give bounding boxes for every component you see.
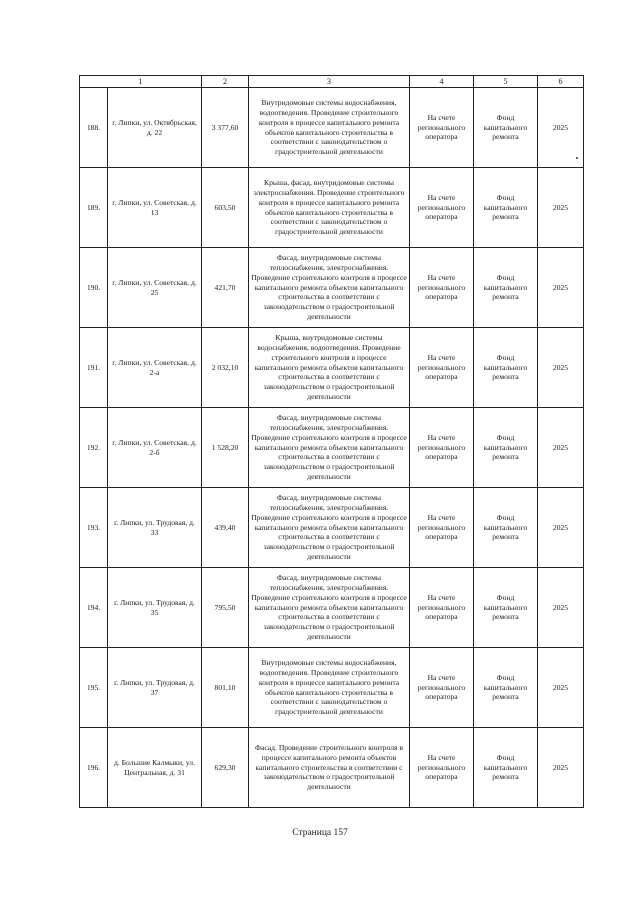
area-cell: 439,40 (202, 488, 249, 568)
funding-source-cell: Фонд капитального ремонта (474, 248, 538, 328)
table-row (80, 408, 584, 488)
area-cell: 795,50 (202, 568, 249, 648)
area-cell: 3 377,60 (202, 88, 249, 168)
funding-source-cell: Фонд капитального ремонта (474, 408, 538, 488)
year-cell: 2025 (538, 488, 584, 568)
fund-account-cell: На счете регионального оператора (410, 488, 474, 568)
address-cell: г. Липки, ул. Советская, д. 2-б (108, 408, 202, 488)
works-description-cell: Внутридомовые системы водоснабжения, водоотведения. Проведение строительного контроля в процессе капитального ремонта объектов капитального строительства в соответствии с законодательством о градостроительной деятельности (249, 88, 410, 168)
fund-account-cell: На счете регионального оператора (410, 168, 474, 248)
fund-account-cell: На счете регионального оператора (410, 408, 474, 488)
column-header-1: 1 (80, 76, 202, 88)
funding-source-cell: Фонд капитального ремонта (474, 168, 538, 248)
works-description-cell: Фасад. Проведение строительного контроля в процессе капитального ремонта объектов капитального строительства в соответствии с законодательством о градостроительной деятельности (249, 728, 410, 808)
funding-source-cell: Фонд капитального ремонта (474, 568, 538, 648)
column-header-6: 6 (538, 76, 584, 88)
area-cell: 2 032,10 (202, 328, 249, 408)
funding-source-cell: Фонд капитального ремонта (474, 88, 538, 168)
year-cell: 2025 (538, 328, 584, 408)
works-description-cell: Крыша, фасад, внутридомовые системы электроснабжения. Проведение строительного контроля в процессе капитального ремонта объектов капитального строительства в соответствии с законодательством о градостроительной деятельности (249, 168, 410, 248)
year-cell: 2025 (538, 248, 584, 328)
table-row (80, 248, 584, 328)
works-description-cell: Крыша, внутридомовые системы водоснабжения, водоотведения. Проведение строительного контроля в процессе капитального ремонта объектов капитального строительства в соответствии с законодательством о градостроительной деятельности (249, 328, 410, 408)
year-cell: 2025 (538, 88, 584, 168)
column-header-2: 2 (202, 76, 249, 88)
scan-speck (576, 157, 578, 159)
table-row (80, 88, 584, 168)
address-cell: г. Липки, ул. Советская, д. 13 (108, 168, 202, 248)
table-row (80, 168, 584, 248)
address-cell: г. Липки, ул. Трудовая, д. 33 (108, 488, 202, 568)
column-header-3: 3 (249, 76, 410, 88)
fund-account-cell: На счете регионального оператора (410, 328, 474, 408)
area-cell: 801,10 (202, 648, 249, 728)
row-number-cell: 191. (80, 328, 108, 408)
table-row (80, 648, 584, 728)
area-cell: 603,50 (202, 168, 249, 248)
row-number-cell: 195. (80, 648, 108, 728)
fund-account-cell: На счете регионального оператора (410, 568, 474, 648)
address-cell: г. Липки, ул. Трудовая, д. 37 (108, 648, 202, 728)
area-cell: 629,30 (202, 728, 249, 808)
year-cell: 2025 (538, 648, 584, 728)
table-row (80, 328, 584, 408)
table-row (80, 728, 584, 808)
year-cell: 2025 (538, 408, 584, 488)
page-number: Страница 157 (292, 828, 348, 838)
funding-source-cell: Фонд капитального ремонта (474, 488, 538, 568)
column-header-4: 4 (410, 76, 474, 88)
funding-source-cell: Фонд капитального ремонта (474, 648, 538, 728)
fund-account-cell: На счете регионального оператора (410, 248, 474, 328)
address-cell: д. Большие Калмыки, ул. Центральная, д. 31 (108, 728, 202, 808)
row-number-cell: 189. (80, 168, 108, 248)
funding-source-cell: Фонд капитального ремонта (474, 328, 538, 408)
row-number-cell: 196. (80, 728, 108, 808)
address-cell: г. Липки, ул. Октябрьская, д. 22 (108, 88, 202, 168)
row-number-cell: 190. (80, 248, 108, 328)
works-description-cell: Фасад, внутридомовые системы теплоснабжения, электроснабжения. Проведение строительного контроля в процессе капитального ремонта объектов капитального строительства в соответствии с законодательством о градостроительной деятельности (249, 568, 410, 648)
address-cell: г. Липки, ул. Трудовая, д. 35 (108, 568, 202, 648)
address-cell: г. Липки, ул. Советская, д. 25 (108, 248, 202, 328)
table-body (80, 88, 584, 808)
column-header-5: 5 (474, 76, 538, 88)
fund-account-cell: На счете регионального оператора (410, 648, 474, 728)
year-cell: 2025 (538, 728, 584, 808)
funding-source-cell: Фонд капитального ремонта (474, 728, 538, 808)
works-description-cell: Фасад, внутридомовые системы теплоснабжения, электроснабжения. Проведение строительного контроля в процессе капитального ремонта объектов капитального строительства в соответствии с законодательством о градостроительной деятельности (249, 488, 410, 568)
table-header-row (80, 76, 584, 88)
area-cell: 421,70 (202, 248, 249, 328)
row-number-cell: 193. (80, 488, 108, 568)
table-row (80, 568, 584, 648)
address-cell: г. Липки, ул. Советская, д. 2-а (108, 328, 202, 408)
year-cell: 2025 (538, 168, 584, 248)
row-number-cell: 194. (80, 568, 108, 648)
repair-program-table (79, 75, 584, 808)
table-row (80, 488, 584, 568)
works-description-cell: Фасад, внутридомовые системы теплоснабжения, электроснабжения. Проведение строительного контроля в процессе капитального ремонта объектов капитального строительства в соответствии с законодательством о градостроительной деятельности (249, 408, 410, 488)
fund-account-cell: На счете регионального оператора (410, 88, 474, 168)
works-description-cell: Фасад, внутридомовые системы теплоснабжения, электроснабжения. Проведение строительного контроля в процессе капитального ремонта объектов капитального строительства в соответствии с законодательством о градостроительной деятельности (249, 248, 410, 328)
row-number-cell: 192. (80, 408, 108, 488)
year-cell: 2025 (538, 568, 584, 648)
fund-account-cell: На счете регионального оператора (410, 728, 474, 808)
works-description-cell: Внутридомовые системы водоснабжения, водоотведения. Проведение строительного контроля в процессе капитального ремонта объектов капитального строительства в соответствии с законодательством о градостроительной деятельности (249, 648, 410, 728)
area-cell: 1 528,20 (202, 408, 249, 488)
row-number-cell: 188. (80, 88, 108, 168)
